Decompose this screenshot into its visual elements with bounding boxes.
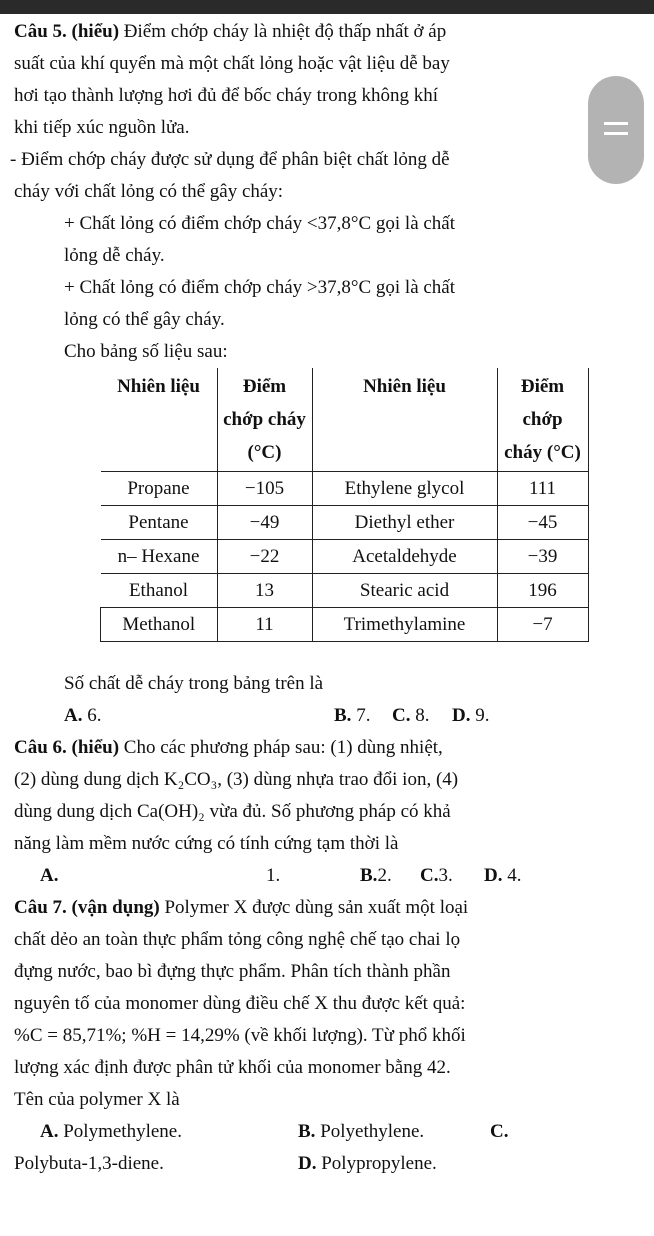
table-row — [101, 506, 589, 540]
q7-line-1: Câu 7. (vận dụng) Polymer X được dùng sản xuất một loại — [14, 897, 469, 918]
q5-line-6: cháy với chất lỏng có thể gây cháy: — [14, 181, 284, 202]
table-cell: 111 — [497, 472, 588, 506]
table-header: Nhiên liệu — [101, 368, 218, 472]
q5-line-10: lỏng có thể gây cháy. — [64, 309, 225, 330]
q7-title: Câu 7. (vận dụng) — [14, 897, 160, 918]
q7-line-3: đựng nước, bao bì đựng thực phẩm. Phân tích thành phần — [14, 961, 451, 982]
table-cell: Stearic acid — [312, 574, 497, 608]
table-cell: 196 — [497, 574, 588, 608]
q7-option-a[interactable]: A. Polymethylene. — [40, 1121, 182, 1142]
grip-line-icon — [604, 132, 628, 135]
table-cell: −49 — [217, 506, 312, 540]
table-row — [101, 608, 589, 642]
q6-line-4: năng làm mềm nước cứng có tính cứng tạm thời là — [14, 833, 399, 854]
table-cell: Pentane — [101, 506, 218, 540]
table-cell: n– Hexane — [101, 540, 218, 574]
table-header: Điểm chớp cháy (°C) — [497, 368, 588, 472]
q5-text: Điểm chớp cháy là nhiệt độ thấp nhất ở áp — [123, 21, 447, 42]
table-cell: −105 — [217, 472, 312, 506]
table-cell: Propane — [101, 472, 218, 506]
q5-option-a[interactable]: A. 6. — [64, 705, 102, 726]
q6-option-d[interactable]: D. 4. — [484, 865, 522, 886]
q7-option-c-text: Polybuta-1,3-diene. — [14, 1153, 164, 1174]
top-bar — [0, 0, 654, 14]
q5-line-7: + Chất lỏng có điểm chớp cháy <37,8°C gọi là chất — [64, 213, 456, 234]
table-row — [101, 472, 589, 506]
q5-line-3: hơi tạo thành lượng hơi đủ để bốc cháy trong không khí — [14, 85, 439, 106]
q5-title: Câu 5. (hiểu) — [14, 21, 120, 42]
table-cell: −39 — [497, 540, 588, 574]
scroll-handle[interactable] — [588, 76, 644, 184]
q6-options — [10, 860, 630, 892]
q5-options — [10, 700, 630, 732]
q7-options-row1 — [10, 1116, 630, 1148]
q5-line-8: lỏng dễ cháy. — [64, 245, 165, 266]
q7-option-d[interactable]: D. Polypropylene. — [298, 1153, 437, 1174]
table-cell: −7 — [497, 608, 588, 642]
q7-line-2: chất dẻo an toàn thực phẩm tỏng công nghệ chế tạo chai lọ — [14, 929, 461, 950]
q7-line-5: %C = 85,71%; %H = 14,29% (về khối lượng). Từ phổ khối — [14, 1025, 466, 1046]
q6-option-a-text: 1. — [266, 865, 281, 886]
table-cell: Diethyl ether — [312, 506, 497, 540]
q6-line-2: (2) dùng dung dịch K₂CO₃, (3) dùng nhựa trao đổi ion, (4) — [14, 769, 459, 790]
q6-option-b[interactable]: B.2. — [360, 865, 392, 886]
q5-line-2: suất của khí quyển mà một chất lỏng hoặc vật liệu dễ bay — [14, 53, 450, 74]
q5-line-4: khi tiếp xúc nguồn lửa. — [14, 117, 190, 138]
table-cell: Trimethylamine — [312, 608, 497, 642]
q7-line-6: lượng xác định được phân tử khối của monomer bằng 42. — [14, 1057, 451, 1078]
q5-option-b[interactable]: B. 7. — [334, 705, 371, 726]
table-cell: Acetaldehyde — [312, 540, 497, 574]
table-header: Điểm chớp cháy (°C) — [217, 368, 312, 472]
q6-title: Câu 6. (hiểu) — [14, 737, 120, 758]
q6-line-1: Câu 6. (hiểu) Cho các phương pháp sau: (1) dùng nhiệt, — [14, 737, 443, 758]
q5-line-11: Cho bảng số liệu sau: — [64, 341, 228, 362]
grip-line-icon — [604, 122, 628, 125]
q5-line-5: - Điểm chớp cháy được sử dụng để phân biệt chất lỏng dễ — [10, 149, 450, 170]
q7-line-4: nguyên tố của monomer dùng điều chế X thu được kết quả: — [14, 993, 466, 1014]
table-cell: −22 — [217, 540, 312, 574]
q7-line-7: Tên của polymer X là — [14, 1089, 180, 1110]
q6-option-a[interactable]: A. — [40, 865, 59, 886]
table-cell: 11 — [217, 608, 312, 642]
flash-point-table — [100, 368, 589, 642]
q6-option-c[interactable]: C.3. — [420, 865, 453, 886]
q5-line-9: + Chất lỏng có điểm chớp cháy >37,8°C gọi là chất — [64, 277, 456, 298]
table-cell: Ethylene glycol — [312, 472, 497, 506]
table-cell: Methanol — [101, 608, 218, 642]
q5-question: Số chất dễ cháy trong bảng trên là — [64, 673, 324, 694]
q5-option-d[interactable]: D. 9. — [452, 705, 490, 726]
q5-option-c[interactable]: C. 8. — [392, 705, 430, 726]
q7-options-row2 — [10, 1148, 630, 1180]
table-row — [101, 574, 589, 608]
q7-option-b[interactable]: B. Polyethylene. — [298, 1121, 425, 1142]
table-row — [101, 540, 589, 574]
document-content — [10, 16, 630, 1180]
table-header: Nhiên liệu — [312, 368, 497, 472]
table-cell: 13 — [217, 574, 312, 608]
q7-option-c[interactable]: C. — [490, 1121, 509, 1142]
q5-line-1 — [10, 16, 630, 48]
q6-line-3: dùng dung dịch Ca(OH)₂ vừa đủ. Số phương pháp có khả — [14, 801, 451, 822]
table-cell: −45 — [497, 506, 588, 540]
table-cell: Ethanol — [101, 574, 218, 608]
